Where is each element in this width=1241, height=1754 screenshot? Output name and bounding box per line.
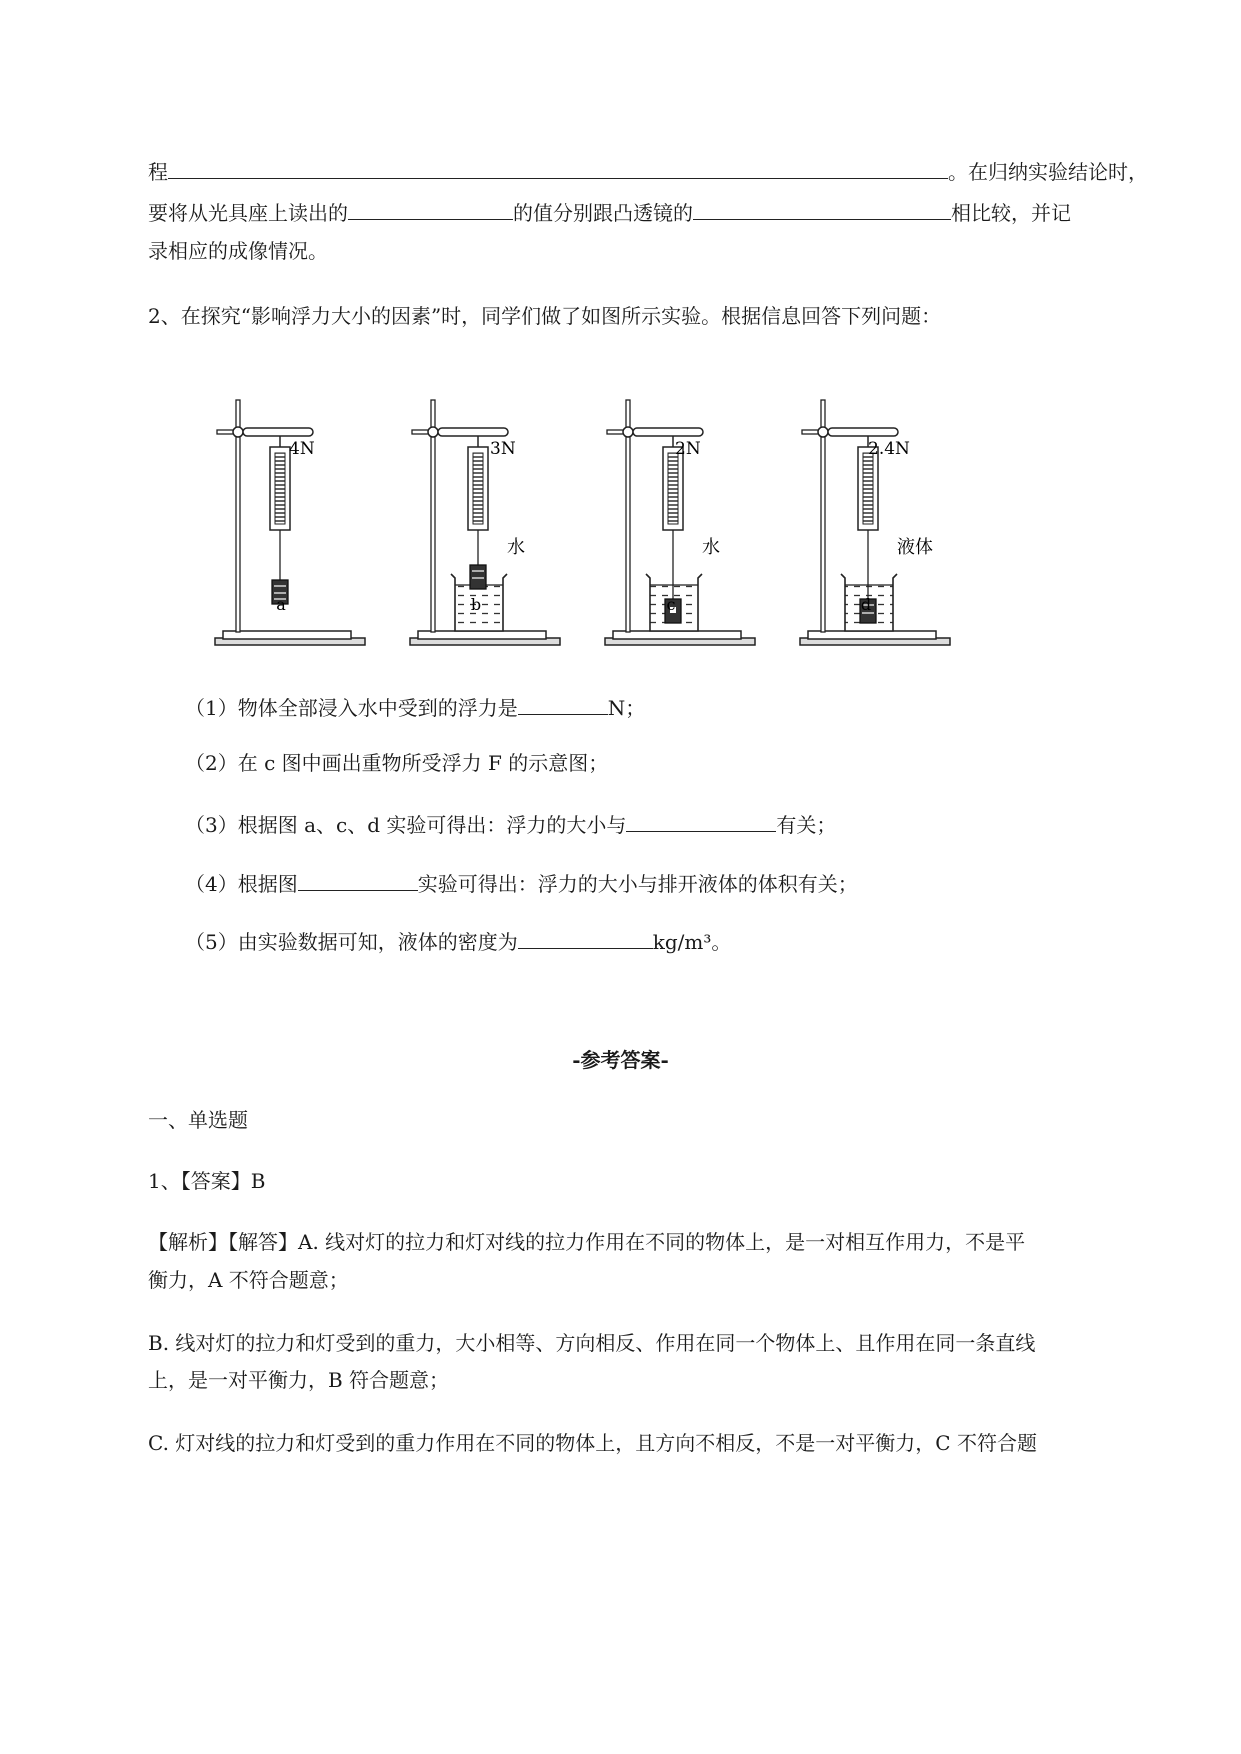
panel-label-a: a bbox=[276, 595, 286, 614]
explanation-line: C. 灯对线的拉力和灯受到的重力作用在不同的物体上，且方向不相反，不是一对平衡力，C 不符合题 bbox=[148, 1431, 1037, 1455]
answer-blank[interactable] bbox=[518, 696, 608, 715]
sub-question-2: （2）在 c 图中画出重物所受浮力 F 的示意图； bbox=[185, 751, 609, 775]
answer-blank[interactable] bbox=[348, 201, 513, 220]
intro-text: 录相应的成像情况。 bbox=[148, 239, 328, 263]
answer-blank[interactable] bbox=[626, 813, 776, 832]
sub-question-4 bbox=[185, 872, 858, 894]
reading-d: 2.4N bbox=[868, 439, 910, 459]
liquid-label-c: 水 bbox=[702, 537, 720, 558]
explanation-line: B. 线对灯的拉力和灯受到的重力，大小相等、方向相反、作用在同一个物体上、且作用在同一条直线 bbox=[148, 1331, 1036, 1355]
explanation-line: 衡力，A 不符合题意； bbox=[148, 1268, 349, 1292]
sub-question-text: kg/m³。 bbox=[652, 930, 732, 954]
intro-text: 程 bbox=[148, 160, 168, 184]
answer-key-title: -参考答案- bbox=[572, 1048, 669, 1072]
panel-b bbox=[410, 400, 560, 645]
sub-question-text: 有关； bbox=[776, 813, 837, 837]
intro-text: 。在归纳实验结论时， bbox=[948, 160, 1148, 184]
section-heading: 一、单选题 bbox=[148, 1108, 248, 1132]
sub-question-text: （5）由实验数据可知，液体的密度为 bbox=[185, 930, 518, 954]
intro-line-1 bbox=[148, 160, 1148, 182]
sub-question-1 bbox=[185, 696, 645, 718]
explanation-line: 上，是一对平衡力，B 符合题意； bbox=[148, 1368, 450, 1392]
intro-line-3 bbox=[148, 241, 328, 261]
answer-blank[interactable] bbox=[693, 201, 951, 220]
buoyancy-experiment-figure bbox=[205, 375, 985, 690]
panel-label-c: c bbox=[666, 595, 676, 614]
question-stem: 2、在探究“影响浮力大小的因素”时，同学们做了如图所示实验。根据信息回答下列问题： bbox=[148, 304, 942, 328]
sub-question-text: 实验可得出：浮力的大小与排开液体的体积有关； bbox=[417, 872, 858, 896]
reading-b: 3N bbox=[490, 439, 516, 459]
intro-line-2 bbox=[148, 201, 1071, 223]
panel-label-d: d bbox=[860, 595, 872, 614]
answer-1: 1、【答案】B bbox=[148, 1169, 266, 1193]
answer-blank[interactable] bbox=[168, 160, 948, 179]
panel-a bbox=[215, 400, 365, 645]
sub-question-text: N； bbox=[607, 696, 646, 720]
liquid-label-b: 水 bbox=[507, 537, 525, 558]
sub-question-text: （1）物体全部浸入水中受到的浮力是 bbox=[185, 696, 518, 720]
panel-c bbox=[605, 400, 755, 645]
answer-blank[interactable] bbox=[518, 930, 653, 949]
intro-text: 要将从光具座上读出的 bbox=[148, 201, 348, 225]
intro-text: 的值分别跟凸透镜的 bbox=[513, 201, 693, 225]
liquid-label-d: 液体 bbox=[897, 537, 933, 558]
sub-question-text: （4）根据图 bbox=[185, 872, 298, 896]
reading-a: 4N bbox=[289, 439, 315, 459]
intro-text: 相比较，并记 bbox=[951, 201, 1071, 225]
panel-d bbox=[800, 400, 950, 645]
sub-question-3 bbox=[185, 813, 836, 835]
sub-question-text: （3）根据图 a、c、d 实验可得出：浮力的大小与 bbox=[185, 813, 627, 837]
explanation-line: 【解析】【解答】A. 线对灯的拉力和灯对线的拉力作用在不同的物体上，是一对相互作用力，不是平 bbox=[148, 1230, 1026, 1254]
reading-c: 2N bbox=[675, 439, 701, 459]
answer-blank[interactable] bbox=[298, 872, 418, 891]
panel-label-b: b bbox=[470, 595, 482, 614]
sub-question-5 bbox=[185, 930, 731, 952]
